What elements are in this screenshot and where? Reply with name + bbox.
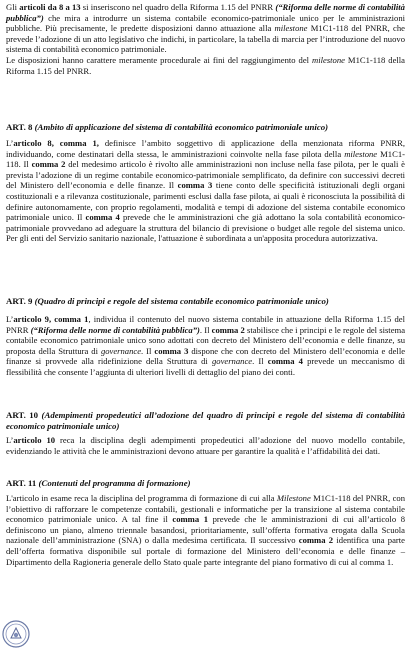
text-run: (Contenuti del programma di formazione) — [38, 478, 191, 488]
text-run: milestone — [274, 23, 308, 34]
text-run: L’ — [6, 435, 14, 445]
text-run: prevede che le amministrazioni che già adottano la sola contabilità economico-patrimoniale provvedano ad adeguare la struttura del bilancio di previsione o budget alle regole del sistema unico. Per gli enti del Servizio sanitario nazionale, l'attuazione è subordinata a un'apposita procedura autorizzativa. — [6, 212, 406, 244]
text-run: . Il — [199, 324, 212, 335]
text-run: reca la disciplina degli adempimenti propedeutici all’adozione del nuovo modello contabile, evidenziando le attività che le amministrazioni devono attuare per garantire la qualità e l’affidabilità dei dati. — [6, 435, 405, 456]
text-run: ART. 11 — [6, 478, 39, 488]
text-run: (Quadro di principi e regole del sistema contabile economico patrimoniale unico) — [34, 296, 329, 306]
text-run: governance — [211, 356, 253, 367]
text-run: articolo 10 — [13, 435, 56, 445]
text-run: Milestone — [276, 493, 311, 503]
text-run: comma 4 — [267, 356, 303, 367]
text-run: , individua il contenuto del nuovo sistema contabile in attuazione della Riforma 1.15 del PNRR — [6, 314, 405, 335]
text-run: Gli — [6, 2, 20, 12]
text-run: comma 2 — [211, 324, 245, 335]
text-run: prevede che le amministrazioni di cui all’articolo 8 definiscono un piano, almeno triennale basandosi, prioritariamente, sull’offerta formativa erogata dalla Scuola nazionale dell’amministrazione (SNA) o dalla medesima certificata. Il successivo — [6, 514, 405, 546]
text-run: stabilisce che i principi e le regole del sistema contabile economico patrimoniale unico sono adottati con decreto del Ministero dell’economia e delle finanze, su proposta della Struttura di — [6, 324, 406, 356]
text-run: articolo 9, comma 1 — [13, 314, 89, 324]
article-10-body — [6, 435, 405, 456]
article-9-heading — [6, 296, 405, 307]
article-10-paragraph — [6, 435, 405, 456]
article-9-body — [6, 314, 405, 378]
article-8-heading — [6, 122, 405, 133]
article-11-heading — [6, 478, 405, 489]
text-run: M1C1-118 del PNRR, con l’obiettivo di rafforzare le competenze contabili, gestionali e informatiche per la transizione al sistema contabile economico patrimoniale unico. A tal fine il — [6, 493, 405, 525]
text-run: (Ambito di applicazione del sistema di contabilità economico patrimoniale unico) — [34, 122, 329, 132]
text-run: comma 1 — [172, 514, 209, 525]
text-run: si inseriscono nel quadro della Riforma 1.15 del PNRR — [80, 2, 276, 12]
text-run: comma 3 — [154, 345, 189, 356]
article-9-paragraph — [6, 314, 405, 378]
text-run: del medesimo articolo è rivolto alle amministrazioni non incluse nella fase pilota, per le quali è prevista l’adozione di un regime contabile economico-patrimoniale semplificato, da definire con successivi decreti del Ministero dell’economia e delle finanze. Il — [6, 159, 405, 191]
text-run: M1C1-118. Il — [6, 148, 405, 170]
article-11-paragraph — [6, 493, 405, 567]
text-run: ART. 8 — [6, 122, 35, 132]
text-run: governance — [100, 345, 142, 356]
article-8-body — [6, 138, 405, 244]
text-run: che mira a introdurre un sistema contabile economico-patrimoniale unico per le amministrazioni pubbliche. Più precisamente, le predette disposizioni danno attuazione alla — [6, 12, 405, 34]
intro-paragraph-1 — [6, 2, 405, 55]
text-run: comma 2 — [31, 159, 66, 170]
text-run: dispone che con decreto del Ministero dell’economia e delle finanze si provvede alla ridefinizione della Struttura di — [6, 345, 406, 367]
text-run: comma 4 — [85, 212, 120, 223]
text-run: identifica una parte dell’offerta formativa disponibile sul portale di formazione del Ministero dell’economia e delle finanze – Dipartimento della Ragioneria generale dello Stato quale parte integrante del piano formativo di cui al comma 1. — [6, 535, 405, 567]
text-run: M1C1-118 del PNRR, che prevede l’adozione di un atto legislativo che indichi, in particolare, la tabella di marcia per l’introduzione del nuovo sistema di contabilità economico patrimoniale. — [6, 23, 405, 55]
text-run: . Il — [252, 356, 268, 367]
article-8-paragraph — [6, 138, 405, 244]
text-run: milestone — [344, 148, 378, 159]
intro-section — [6, 2, 405, 76]
text-run: ART. 10 — [6, 410, 42, 420]
article-11-body — [6, 493, 405, 567]
text-run: comma 2 — [298, 535, 334, 546]
text-run: definisce l’ambito soggettivo di applicazione della menzionata riforma PNRR, individuando, come destinatari della stessa, le amministrazioni coinvolte nella fase pilota della — [6, 138, 406, 159]
text-run: articoli da 8 a 13 — [19, 2, 81, 12]
text-run: prevede un meccanismo di flessibilità che consente l’aggiunta di ulteriori livelli di dettaglio del piano dei conti. — [6, 356, 406, 377]
text-run: Le disposizioni hanno carattere meramente procedurale ai fini del raggiungimento del — [6, 54, 313, 65]
text-run: comma 3 — [177, 180, 213, 191]
text-run: ART. 9 — [6, 296, 35, 306]
text-run: (Adempimenti propedeutici all’adozione del quadro di principi e regole del sistema di contabilità economico patrimoniale unico) — [6, 410, 405, 431]
text-run: . Il — [141, 345, 155, 356]
text-run: L’ — [6, 138, 14, 148]
text-run: L’ — [6, 314, 14, 324]
text-run: milestone — [312, 54, 345, 65]
text-run: M1C1-118 della Riforma 1.15 del PNRR. — [6, 54, 405, 76]
text-run: L'articolo in esame reca la disciplina del programma di formazione di cui alla — [6, 493, 277, 503]
article-10-heading — [6, 410, 405, 431]
text-run: tiene conto delle specificità istituzionali degli organi costituzionali e a rilevanza costituzionale, parimenti esclusi dalla fase pilota, ai quali è riconosciuta la possibilità di definire autonomamente, con proprio regolamenti, modalità e tempi di adozione del sistema contabile economico patrimoniale unico. Il — [6, 180, 406, 223]
intro-paragraph-2 — [6, 55, 405, 76]
text-run: articolo 8, comma 1, — [13, 138, 99, 148]
text-run: (“Riforma delle norme di contabilità pubblica”) — [6, 2, 405, 23]
institutional-seal-icon — [2, 620, 30, 648]
text-run: (“Riforma delle norme di contabilità pubblica”) — [30, 324, 200, 335]
